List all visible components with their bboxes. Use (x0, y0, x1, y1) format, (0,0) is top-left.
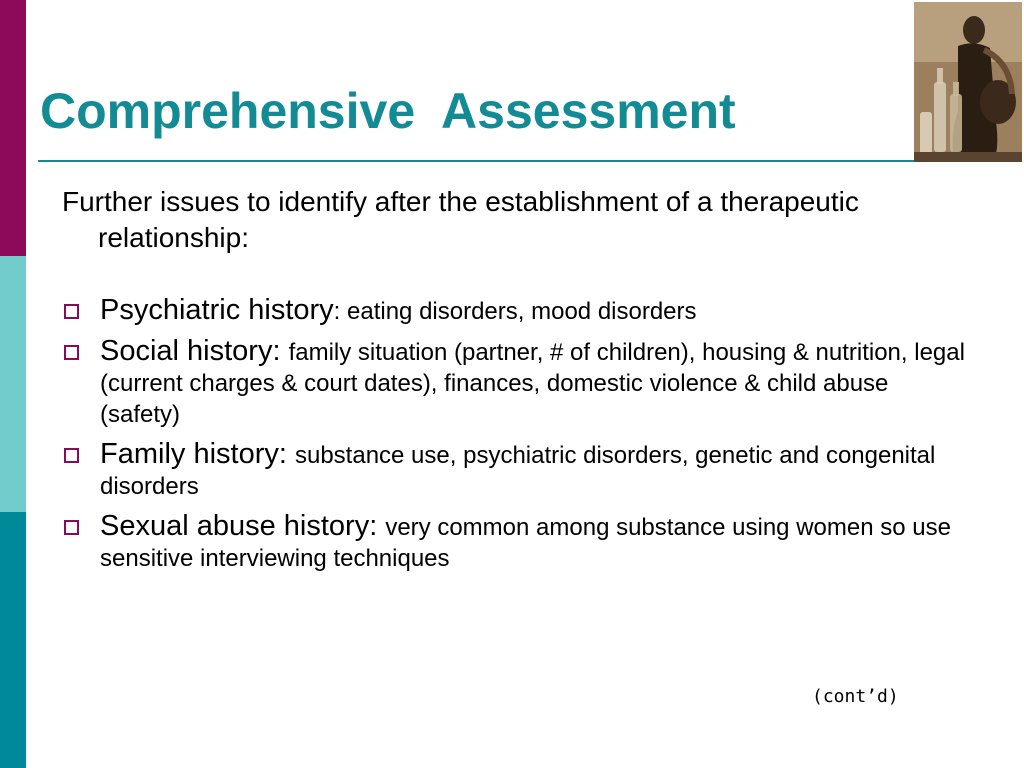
intro-text: Further issues to identify after the establishment of a therapeutic relationship: (62, 186, 859, 253)
slide-title: Comprehensive Assessment (40, 83, 736, 139)
pregnant-woman-photo (914, 2, 1022, 162)
accent-bar-middle (0, 256, 26, 512)
bullet-family-history (62, 438, 972, 502)
bullet-heading: Sexual abuse history: (100, 510, 386, 542)
bullet-psychiatric-history (62, 294, 972, 327)
accent-bar-bottom (0, 512, 26, 768)
square-bullet-icon (64, 520, 79, 535)
square-bullet-icon (64, 345, 79, 360)
bullet-text: very common among substance using women so use sensitive interviewing techniques (100, 514, 951, 572)
slide-body (62, 184, 972, 582)
bullet-text: substance use, psychiatric disorders, genetic and congenital disorders (100, 442, 936, 500)
bullet-list (62, 294, 972, 574)
bullet-text: : eating disorders, mood disorders (333, 298, 697, 325)
bullet-text: family situation (partner, # of children), housing & nutrition, legal (current charges & court dates), finances, domestic violence & child abuse (safety) (100, 339, 965, 428)
bullet-heading: Family history: (100, 438, 295, 470)
accent-bar-top (0, 0, 26, 256)
bullet-heading: Social history: (100, 335, 289, 367)
bullet-sexual-abuse-history (62, 510, 972, 574)
bullet-heading: Psychiatric history (100, 294, 334, 326)
continued-label: (cont’d) (812, 686, 899, 707)
square-bullet-icon (64, 448, 79, 463)
bullet-social-history (62, 335, 972, 430)
square-bullet-icon (64, 304, 79, 319)
title-underline (38, 160, 916, 162)
